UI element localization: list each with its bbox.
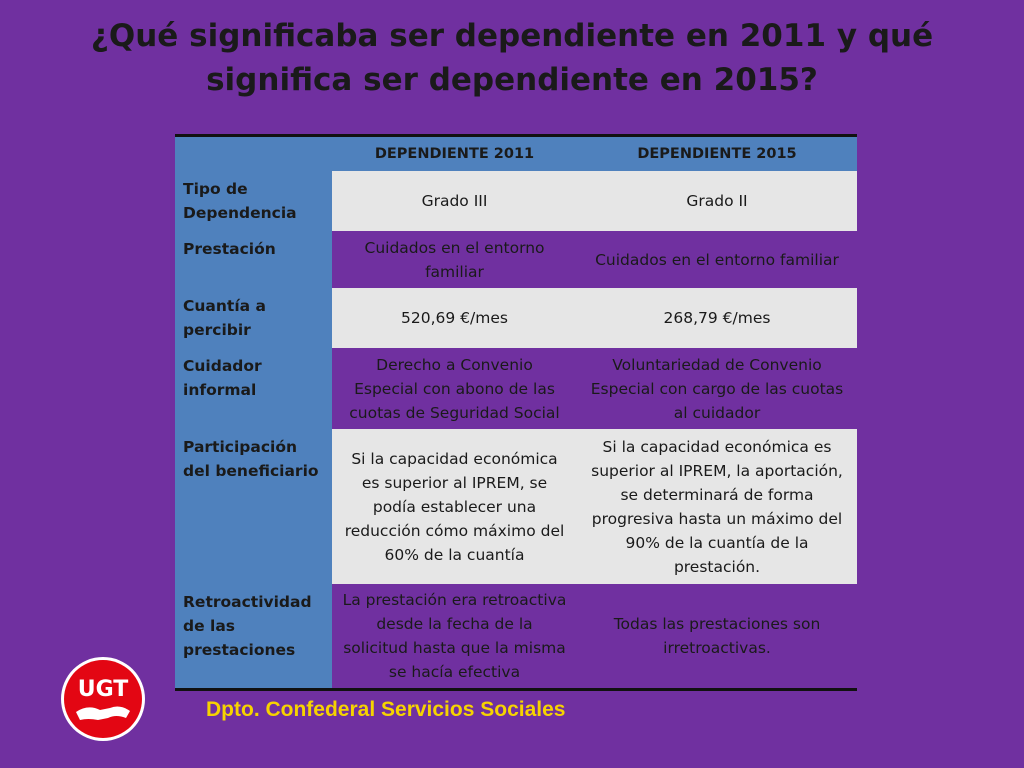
cell-2015: Todas las prestaciones son irretroactivas.	[577, 584, 857, 689]
header-empty-cell	[175, 136, 332, 172]
header-2011: DEPENDIENTE 2011	[332, 136, 577, 172]
table-row	[175, 429, 857, 584]
table-header-row	[175, 136, 857, 172]
cell-2015: Si la capacidad económica es superior al IPREM, la aportación, se determinará de forma progresiva hasta un máximo del 90% de la cuantía de la prestación.	[577, 429, 857, 584]
slide-title: ¿Qué significaba ser dependiente en 2011 y qué significa ser dependiente en 2015?	[90, 18, 934, 98]
table-row	[175, 584, 857, 689]
cell-2015: Cuidados en el entorno familiar	[577, 231, 857, 288]
footer-text: Dpto. Confederal Servicios Sociales	[206, 698, 566, 721]
ugt-logo	[60, 656, 146, 742]
row-label: Tipo de Dependencia	[175, 171, 332, 231]
row-label: Cuidador informal	[175, 348, 332, 429]
row-label: Cuantía a percibir	[175, 288, 332, 348]
cell-2011: 520,69 €/mes	[332, 288, 577, 348]
row-label: Prestación	[175, 231, 332, 288]
row-label: Retroactividad de las prestaciones	[175, 584, 332, 689]
cell-2011: Grado III	[332, 171, 577, 231]
cell-2015: 268,79 €/mes	[577, 288, 857, 348]
cell-2011: La prestación era retroactiva desde la fecha de la solicitud hasta que la misma se hacía efectiva	[332, 584, 577, 689]
cell-2011: Si la capacidad económica es superior al IPREM, se podía establecer una reducción cómo máximo del 60% de la cuantía	[332, 429, 577, 584]
cell-2015: Voluntariedad de Convenio Especial con cargo de las cuotas al cuidador	[577, 348, 857, 429]
table-row	[175, 288, 857, 348]
row-label: Participación del beneficiario	[175, 429, 332, 584]
table-row	[175, 348, 857, 429]
table-row	[175, 171, 857, 231]
logo-text: UGT	[77, 677, 129, 702]
cell-2011: Cuidados en el entorno familiar	[332, 231, 577, 288]
comparison-table	[175, 134, 857, 691]
table-row	[175, 231, 857, 288]
cell-2011: Derecho a Convenio Especial con abono de las cuotas de Seguridad Social	[332, 348, 577, 429]
header-2015: DEPENDIENTE 2015	[577, 136, 857, 172]
cell-2015: Grado II	[577, 171, 857, 231]
